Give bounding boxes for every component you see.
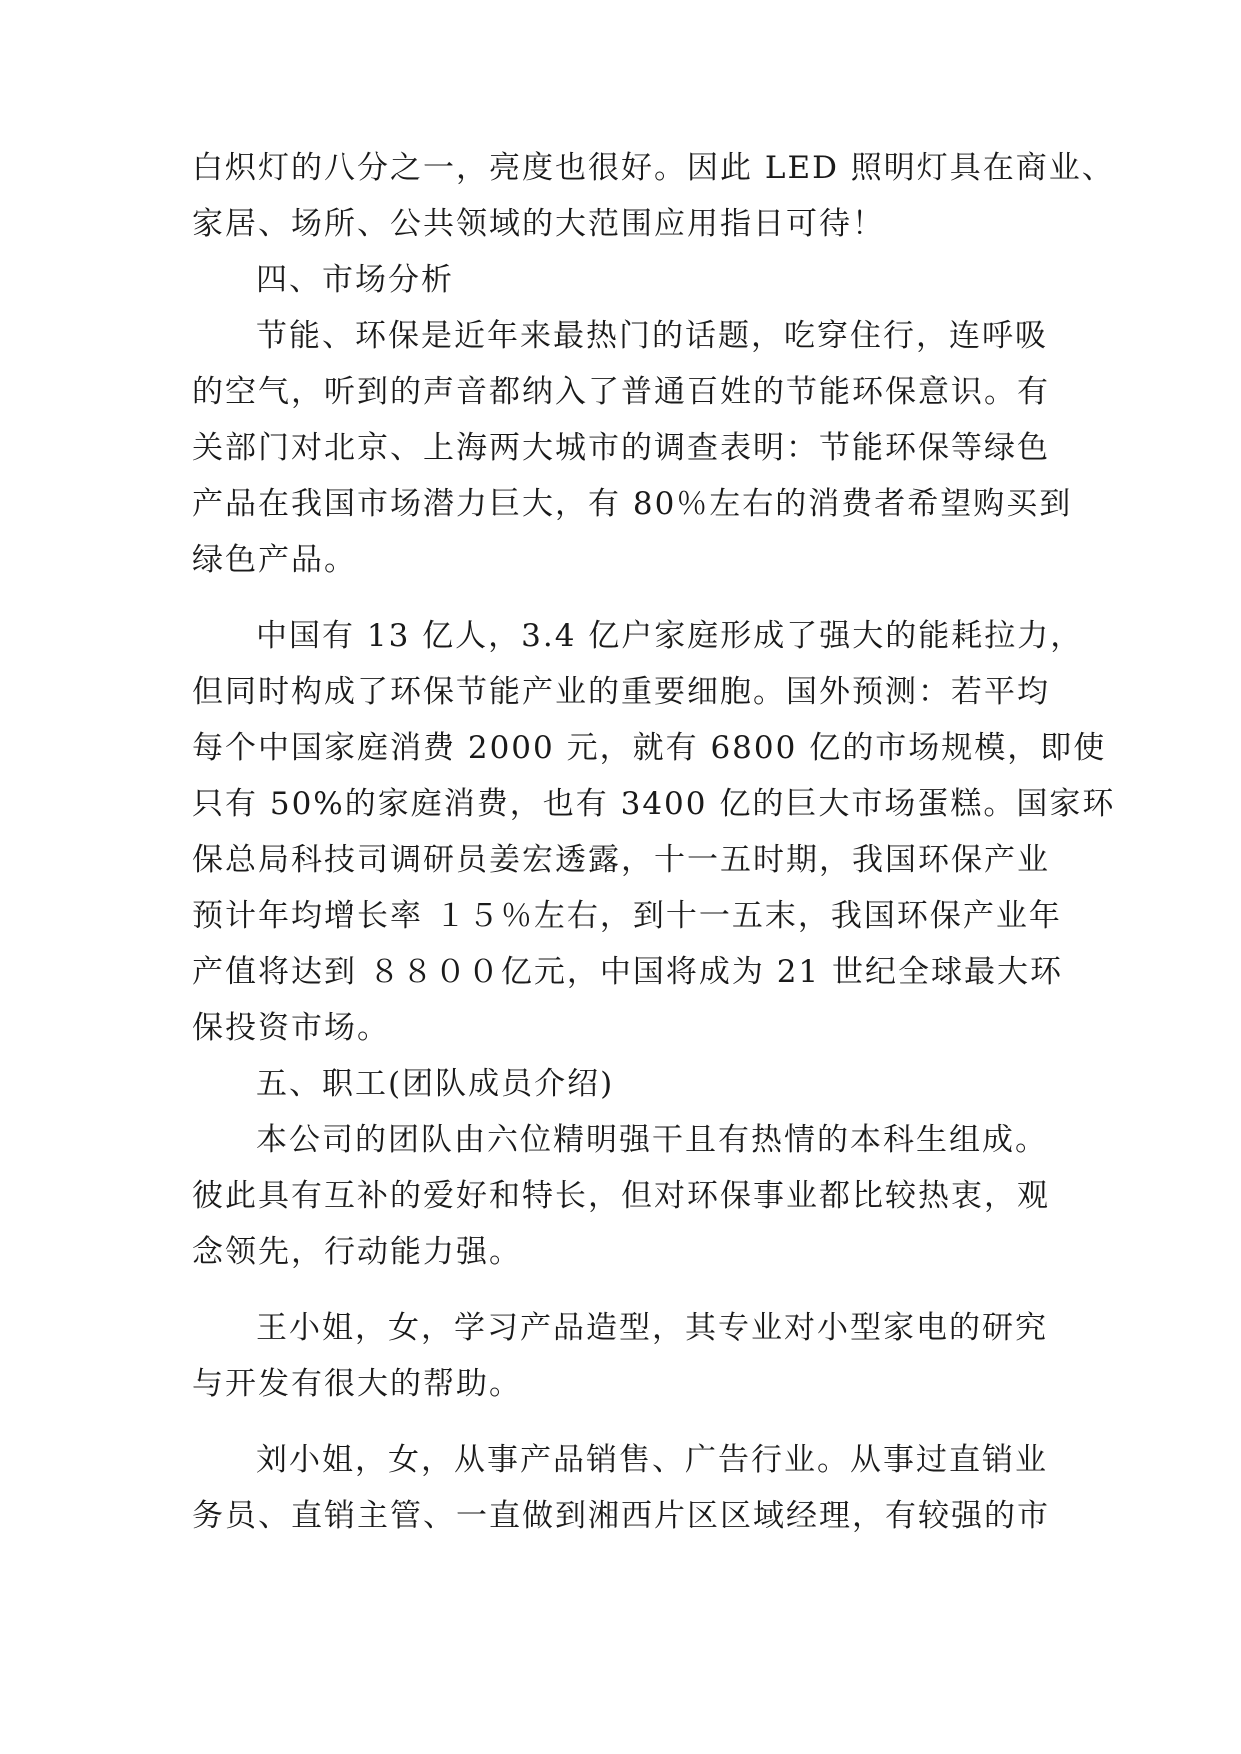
text-line: 彼此具有互补的爱好和特长，但对环保事业都比较热衷，观 <box>192 1178 1050 1214</box>
section-heading: 五、职工(团队成员介绍) <box>256 1066 615 1102</box>
text-line: 产值将达到 ８８００亿元，中国将成为 21 世纪全球最大环 <box>192 954 1064 990</box>
text-line: 每个中国家庭消费 2000 元，就有 6800 亿的市场规模，即使 <box>192 730 1107 766</box>
paragraph-line: 王小姐，女，学习产品造型，其专业对小型家电的研究 <box>256 1310 1048 1346</box>
text-line: 只有 50%的家庭消费，也有 3400 亿的巨大市场蛋糕。国家环 <box>192 786 1116 822</box>
text-line: 务员、直销主管、一直做到湘西片区区域经理，有较强的市 <box>192 1498 1050 1534</box>
text-line: 与开发有很大的帮助。 <box>192 1366 522 1402</box>
text-line: 保总局科技司调研员姜宏透露，十一五时期，我国环保产业 <box>192 842 1050 878</box>
text-line: 关部门对北京、上海两大城市的调查表明：节能环保等绿色 <box>192 430 1050 466</box>
text-line: 保投资市场。 <box>192 1010 390 1046</box>
section-heading: 四、市场分析 <box>256 262 454 298</box>
text-line: 念领先，行动能力强。 <box>192 1234 522 1270</box>
text-line: 家居、场所、公共领域的大范围应用指日可待！ <box>192 206 885 242</box>
text-line: 预计年均增长率 １５％左右，到十一五末，我国环保产业年 <box>192 898 1062 934</box>
paragraph-line: 本公司的团队由六位精明强干且有热情的本科生组成。 <box>256 1122 1048 1158</box>
paragraph-line: 节能、环保是近年来最热门的话题，吃穿住行，连呼吸 <box>256 318 1048 354</box>
text-line: 的空气，听到的声音都纳入了普通百姓的节能环保意识。有 <box>192 374 1050 410</box>
text-line: 白炽灯的八分之一，亮度也很好。因此 LED 照明灯具在商业、 <box>192 150 1115 186</box>
paragraph-line: 刘小姐，女，从事产品销售、广告行业。从事过直销业 <box>256 1442 1048 1478</box>
text-line: 绿色产品。 <box>192 542 357 578</box>
text-line: 但同时构成了环保节能产业的重要细胞。国外预测：若平均 <box>192 674 1050 710</box>
paragraph-line: 中国有 13 亿人，3.4 亿户家庭形成了强大的能耗拉力， <box>256 618 1084 654</box>
text-line: 产品在我国市场潜力巨大，有 80％左右的消费者希望购买到 <box>192 486 1073 522</box>
